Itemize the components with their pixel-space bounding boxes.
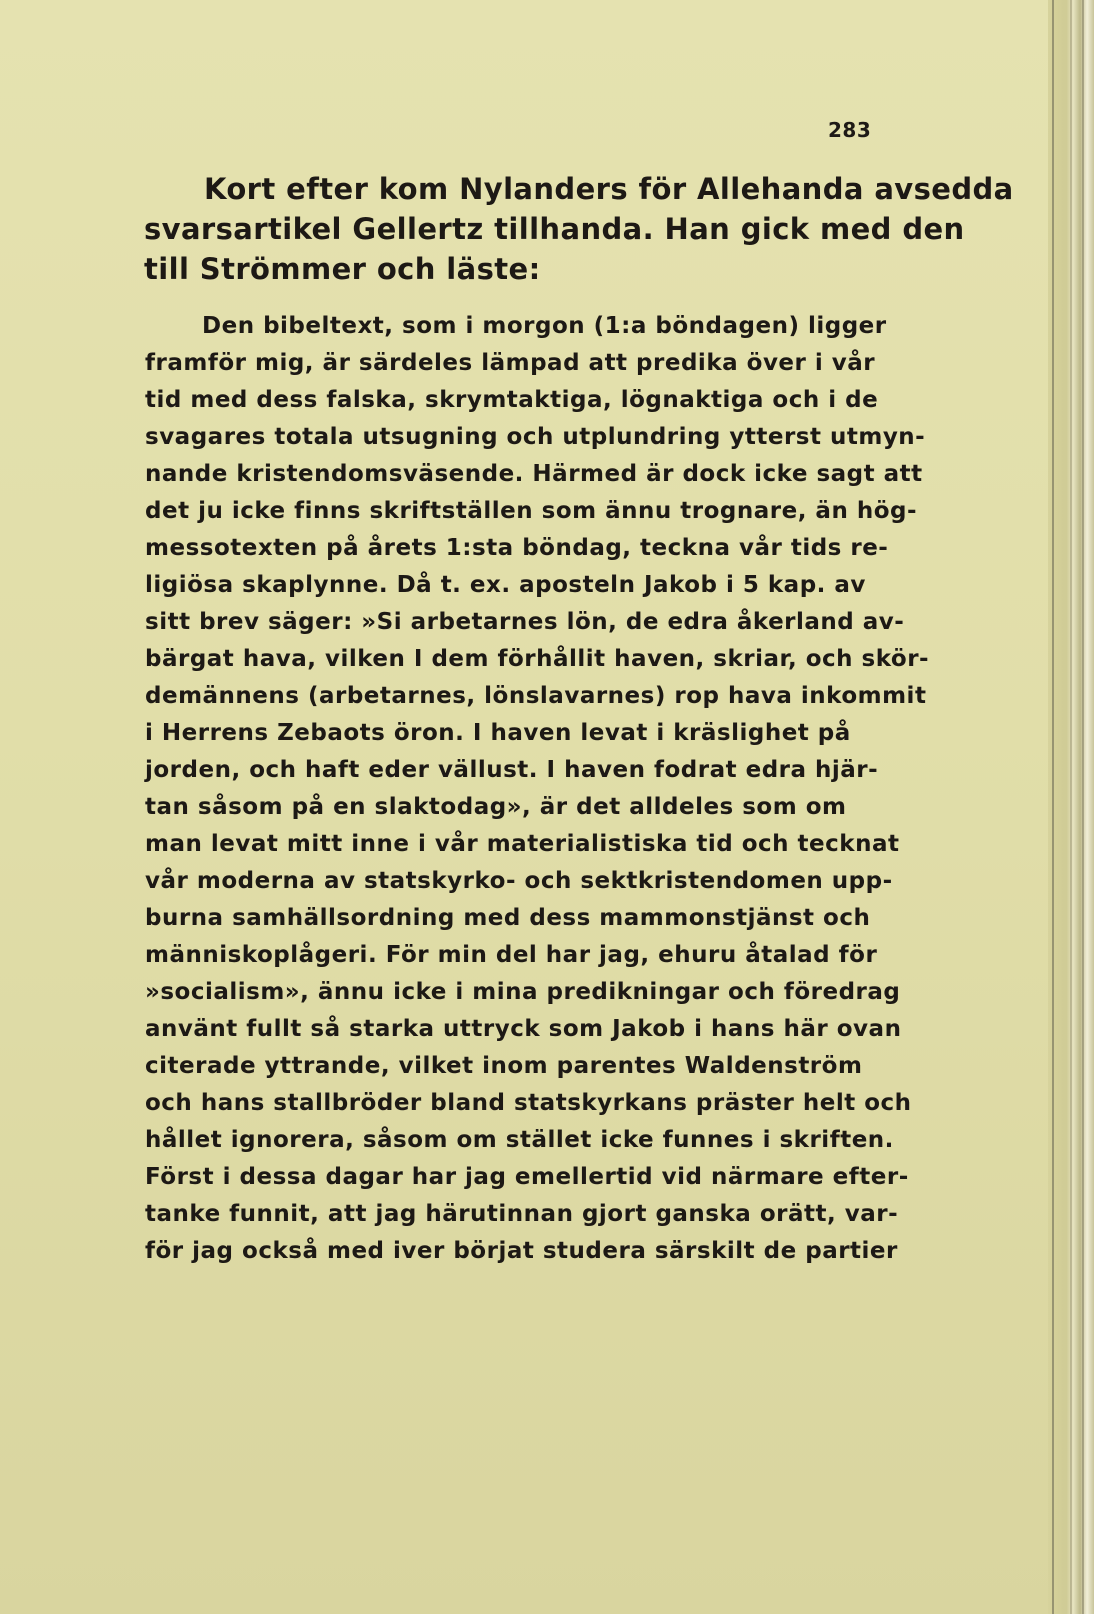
body-line: tanke funnit, att jag härutinnan gjort ganska orätt, var- [145, 1201, 899, 1227]
page-edge [1048, 0, 1094, 1614]
body-line: tan såsom på en slaktodag», är det alldeles som om [145, 794, 847, 820]
lead-line: till Strömmer och läste: [144, 252, 541, 286]
edge-line [1052, 0, 1054, 1614]
body-line: demännens (arbetarnes, lönslavarnes) rop hava inkommit [145, 683, 927, 709]
body-line: ligiösa skaplynne. Då t. ex. aposteln Jakob i 5 kap. av [145, 572, 866, 598]
body-line: för jag också med iver börjat studera särskilt de partier [145, 1238, 898, 1264]
body-line: och hans stallbröder bland statskyrkans präster helt och [145, 1090, 912, 1116]
page-number: 283 [828, 118, 872, 142]
lead-line: Kort efter kom Nylanders för Allehanda avsedda [204, 172, 1014, 206]
body-line: svagares totala utsugning och utplundring ytterst utmyn- [145, 424, 926, 450]
body-line: hållet ignorera, såsom om stället icke funnes i skriften. [145, 1127, 894, 1153]
body-line: vår moderna av statskyrko- och sektkristendomen upp- [145, 868, 893, 894]
body-line: Först i dessa dagar har jag emellertid vid närmare efter- [145, 1164, 909, 1190]
body-line: det ju icke finns skriftställen som ännu trognare, än hög- [145, 498, 918, 524]
body-line: tid med dess falska, skrymtaktiga, lögnaktiga och i de [145, 387, 879, 413]
body-line: nande kristendomsväsende. Härmed är dock icke sagt att [145, 461, 923, 487]
body-line: man levat mitt inne i vår materialistiska tid och tecknat [145, 831, 900, 857]
body-line: framför mig, är särdeles lämpad att predika över i vår [145, 350, 876, 376]
body-line: människoplågeri. För min del har jag, ehuru åtalad för [145, 942, 878, 968]
body-line: messotexten på årets 1:sta böndag, teckna vår tids re- [145, 535, 889, 561]
body-line: bärgat hava, vilken I dem förhållit haven, skriar, och skör- [145, 646, 930, 672]
body-line: i Herrens Zebaots öron. I haven levat i kräslighet på [145, 720, 851, 746]
body-line: burna samhällsordning med dess mammonstjänst och [145, 905, 871, 931]
edge-line [1070, 0, 1072, 1614]
edge-line [1082, 0, 1084, 1614]
body-line: använt fullt så starka uttryck som Jakob i hans här ovan [145, 1016, 902, 1042]
lead-line: svarsartikel Gellertz tillhanda. Han gick med den [144, 212, 965, 246]
body-line: Den bibeltext, som i morgon (1:a böndagen) ligger [202, 313, 887, 339]
body-line: jorden, och haft eder vällust. I haven fodrat edra hjär- [145, 757, 879, 783]
body-line: »socialism», ännu icke i mina predikningar och föredrag [145, 979, 901, 1005]
body-line: citerade yttrande, vilket inom parentes Waldenström [145, 1053, 863, 1079]
body-line: sitt brev säger: »Si arbetarnes lön, de edra åkerland av- [145, 609, 905, 635]
